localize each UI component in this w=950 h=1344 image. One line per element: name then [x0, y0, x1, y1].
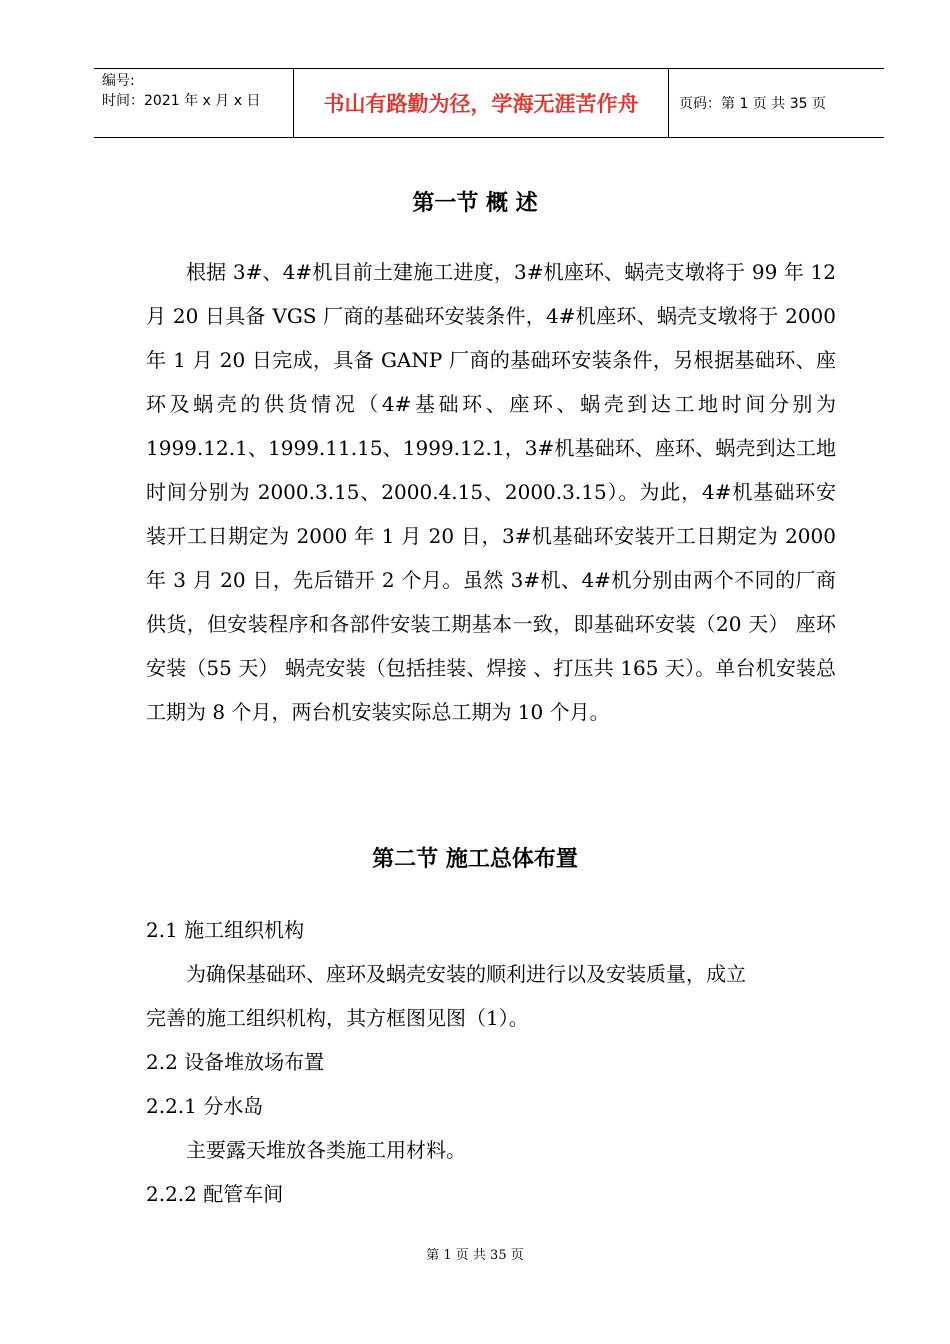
section2-line-6: 主要露天堆放各类施工用材料。 [186, 1138, 466, 1162]
time-label: 时间：2021 年 x 月 x 日 [102, 93, 261, 109]
section1-title: 第一节 概 述 [412, 191, 538, 216]
header-page-label: 页码：第 1 页 共 35 页 [679, 96, 826, 112]
section2-line-5: 2.2.1 分水岛 [146, 1094, 264, 1118]
header-motto: 书山有路勤为径，学海无涯苦作舟 [294, 69, 669, 137]
section2-line-3: 完善的施工组织机构，其方框图见图（1）。 [146, 1006, 529, 1030]
page-footer: 第 1 页 共 35 页 [426, 1248, 524, 1263]
section2-line-4: 2.2 设备堆放场布置 [146, 1050, 325, 1074]
code-label: 编号: [102, 73, 135, 89]
section2-line-7: 2.2.2 配管车间 [146, 1182, 284, 1206]
section2-line-2: 为确保基础环、座环及蜗壳安装的顺利进行以及安装质量，成立 [186, 962, 746, 986]
header-meta [94, 69, 294, 137]
section2-line-1: 2.1 施工组织机构 [146, 918, 305, 942]
page-header [94, 68, 884, 138]
section1-paragraph: 根据 3#、4#机目前土建施工进度，3#机座环、蜗壳支墩将于 99 年 12 月 20 日具备 VGS 厂商的基础环安装条件，4#机座环、蜗壳支墩将于 2000 年 1 月 20 日完成，具备 GANP 厂商的基础环安装条件，另根据基础环、座环及蜗壳的供货情况（4#基础环、座环、蜗壳到达工地时间分别为 1999.12.1、1999.11.15、1999.12.1，3#机基础环、座环、蜗壳到达工地时间分别为 2000.3.15、2000.4.15、2000.3.15）。为此，4#机基础环安装开工日期定为 2000 年 1 月 20 日，3#机基础环安装开工日期定为 2000 年 3 月 20 日，先后错开 2 个月。虽然 3#机、4#机分别由两个不同的厂商供货，但安装程序和各部件安装工期基本一致，即基础环安装（20 天） 座环安装（55 天） 蜗壳安装（包括挂装、焊接 、打压共 165 天）。单台机安装总工期为 8 个月，两台机安装实际总工期为 10 个月。 [146, 260, 836, 724]
section2-title: 第二节 施工总体布置 [372, 847, 578, 872]
